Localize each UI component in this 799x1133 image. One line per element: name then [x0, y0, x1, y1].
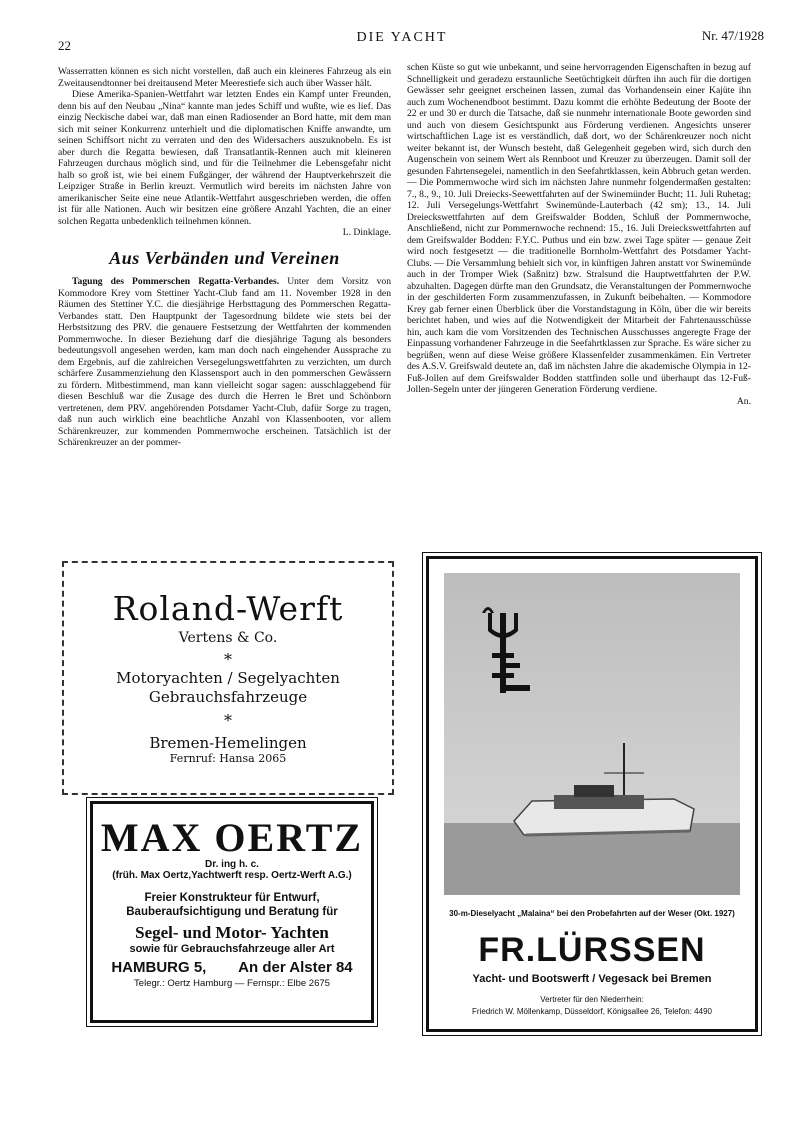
ad-yachts: Segel- und Motor- Yachten	[135, 923, 329, 942]
paragraph: Diese Amerika-Spanien-Wettfahrt war letzten Endes ein Kampf unter Freunden, denn bis auf den Neubau „Nina“ kannte man jedes Schiff und wußte, wie es lief. Das einzig Neckische dabei war, daß man einen Radiosender an Bord hatte, mit dem man sich mit seiner Konkurrenz unterhielt und die diplomatischen Kniffe anwandte, um seinen Schiffsort nicht zu verraten und den des Widersachers auszuknobeln. Es ist aber durch die Regatta bewiesen, daß Transatlantik-Rennen auch mit kleineren Fahrzeugen durchaus möglich sind, und für die Teilnehmer die Lebensgefahr nicht halb so groß ist, wie bei einem Fußgänger, der während der Hauptverkehrszeit die Leipziger Straße in Berlin kreuzt. Vermutlich wird bereits im nächsten Jahre von amerikanischer Seite eine neue Atlantik-Wettfahrt ausgeschrieben werden, die offen ist für alle Nationen. Auch wir besitzen eine größere Anzahl Yachten, die an einer solchen Regatta unbedenklich teilnehmen können.	[58, 89, 391, 227]
ad-company-name: Roland-Werft	[112, 589, 344, 628]
section-heading: Aus Verbänden und Vereinen	[109, 247, 340, 268]
ad-company-name: FR.LÜRSSEN	[478, 931, 706, 969]
page-number: 22	[58, 38, 71, 53]
photo-caption: 30-m-Dieselyacht „Malaina“ bei den Probefahrten auf der Weser (Okt. 1927)	[449, 909, 735, 918]
ad-services: Freier Konstrukteur für Entwurf, Bauberaufsichtigung und Beratung für	[126, 892, 338, 918]
ad-company-name: MAX OERTZ	[100, 815, 364, 860]
issue-number: Nr. 47/1928	[701, 28, 764, 43]
ad-representative-heading: Vertreter für den Niederrhein:	[540, 995, 644, 1004]
ad-products-line: Gebrauchsfahrzeuge	[148, 688, 308, 706]
ad-phone: Fernruf: Hansa 2065	[169, 752, 287, 765]
ad-address	[93, 959, 371, 976]
paragraph-body: Unter dem Vorsitz von Kommodore Krey vom Stettiner Yacht-Club fand am 11. November 1928 in den Räumen des Stettiner Y.C. die diesjährige Herbsttagung des Pommerschen Regatta-Verbandes statt. Den Hauptpunkt der Tagesordnung bildete wie stets bei der Herbstsitzung des PRV. die genauere Festsetzung der Wettfahrten der kommenden Pommernwoche. In dieser Beziehung darf die diesjährige Tagung als besonders bedeutungsvoll angesehen werden, kam man doch nach eingehender Aussprache zu dem Ergebnis, auf die zahlreichen Versegelungswettfahrten zu verzichten, um durch schärfere Zusammenziehung den Klassensport auch in den pommerschen Gewässern zu fördern. Mitbestimmend, man kann vielleicht sogar sagen: ausschlaggebend für diesen Beschluß war die Zusage des durch die Herren le Bret und Schönborn vertretenen, dem PRV. angehörenden Potsdamer Yacht-Club, dafür Sorge zu tragen, daß nun auch wirklich eine beachtliche Anzahl von Klassenbooten, vor allem Schärenkreuzer, zur kommenden Pommernwoche erscheinen. Tatsächlich ist der Schärenkreuzer an der pommer-	[58, 276, 391, 448]
advertisement-roland-werft	[62, 561, 394, 795]
paragraph	[58, 276, 391, 449]
paragraph-lead: Tagung des Pommerschen Regatta-Verbandes.	[72, 276, 280, 287]
star-ornament: *	[224, 650, 232, 669]
ad-owners: Vertens & Co.	[178, 630, 278, 646]
advertisement-max-oertz	[90, 801, 374, 1023]
author-signature: An.	[736, 395, 751, 407]
left-column	[58, 66, 391, 449]
ad-products-line: Motoryachten / Segelyachten	[116, 669, 340, 687]
star-ornament: *	[224, 711, 232, 730]
advertisement-luerssen	[426, 556, 758, 1032]
paragraph: Wasserratten können es sich nicht vorstellen, daß auch ein kleineres Fahrzeug als ein Zweitausendtonner bei dreitausend Meter Meerestiefe sich auch über Wasser hält.	[58, 66, 391, 89]
ad-subtitle: Yacht- und Bootswerft / Vegesack bei Bremen	[472, 973, 712, 985]
ad-also: sowie für Gebrauchsfahrzeuge aller Art	[129, 943, 335, 955]
ad-contact: Telegr.: Oertz Hamburg — Fernspr.: Elbe 2675	[134, 978, 330, 989]
ad-address-street: An der Alster 84	[238, 959, 353, 976]
ad-title: Dr. ing h. c.	[205, 859, 259, 870]
ad-representative-address: Friedrich W. Möllenkamp, Düsseldorf, Königsallee 26, Telefon: 4490	[472, 1007, 712, 1016]
page-header	[40, 28, 764, 53]
ad-address-city: HAMBURG 5,	[111, 959, 207, 976]
author-signature: L. Dinklage.	[342, 227, 391, 238]
right-column	[407, 62, 751, 407]
paragraph: schen Küste so gut wie unbekannt, und seine hervorragenden Eigenschaften in bezug auf Schnelligkeit und geradezu erstaunliche Seetüchtigkeit dürften ihn auch für die dortigen Gewässer sehr geeignet erscheinen lassen, zumal das Vorhandensein einer Kajüte ihn auch zum Wochenendboot bestimmt. Dazu kommt die erhöhte Bedeutung der Boote der 22 er und 30 er durch die Tatsache, daß sie nunmehr internationale Boote geworden sind und auch von diesem Gesichtspunkt aus Förderung verdienen. Angesichts unserer wirtschaftlichen Lage ist es verständlich, daß dort, wo der Schärenkreuzer noch nicht weiter bekannt ist, der Wunsch besteht, daß Gelegenheit gegeben wird, sich durch den Augenschein von seinem Wert als Rennboot und Kreuzer zu überzeugen. Damit soll der gesunden Fahrtensegelei, namentlich in den Seefahrtklassen, kein Abbruch getan werden. — Die Pommernwoche wird sich im nächsten Jahre nunmehr folgendermaßen gestalten: 7., 8., 9., 10. Juli Dreiecks-Seewettfahrten auf der Swinemünder Bucht; 11. Juli Ruhetag; 12. Juli Versegelungs-Wettfahrt Swinemünde-Lauterbach (42 sm); 13., 14. Juli Dreieckswettfahrten auf dem Greifswalder Bodden, Schluß der Pommernwoche, Anschließend, nicht zur Pommernwoche rechnend: 15., 16. Juli Dreieckswettfahrten auf dem Greifswalder Bodden: F.Y.C. Putbus und ein bzw. zwei Tage später — genaue Zeit wird noch festgesetzt — die traditionelle Bornholm-Wettfahrt des Potsdamer Yacht-Clubs. — Die Versammlung behielt sich vor, in künftigen Jahren anstatt vor Swinemünde auch in der Tromper Wiek (Saßnitz) bzw. Stralsund die Hauptwettfahrten der P.W. abzuhalten. Dagegen dürfte man den Grundsatz, die Veranstaltungen der Pommernwoche in der geschilderten Form zusammenzufassen, in Zukunft beibehalten. — Kommodore Krey gab ferner einen Überblick über die Vorstandstagung in Köln, über die wir bereits berichtet haben, und wies auf die Notwendigkeit der Mitarbeit der Fahrtenausschüsse hin, auch kam die vom Vorsitzenden des Technischen Ausschusses angeregte Frage der Einpassung vorhandener Fahrzeuge in die Seefahrtklassen zur Sprache. Es wäre sicher zu begrüßen, wenn auf diese Weise größere Klassenfelder zusammenkämen. Ein Vertreter des A.S.V. Greifswald deutete an, daß im nächsten Jahre die akademische Olympia in 12-Fuß-Jollen auf dem Greifswalder Bodden stattfinden solle und überhaupt das 12-Fuß-Jollen-Segeln unter der jüngeren Generation Förderung verdiene.	[407, 62, 751, 395]
yacht-illustration	[444, 573, 740, 895]
motor-yacht-photo	[444, 573, 740, 895]
ad-city: Bremen-Hemelingen	[149, 734, 307, 752]
ad-former-name: (früh. Max Oertz,Yachtwerft resp. Oertz-Werft A.G.)	[112, 870, 352, 881]
magazine-title: DIE YACHT	[356, 30, 448, 45]
